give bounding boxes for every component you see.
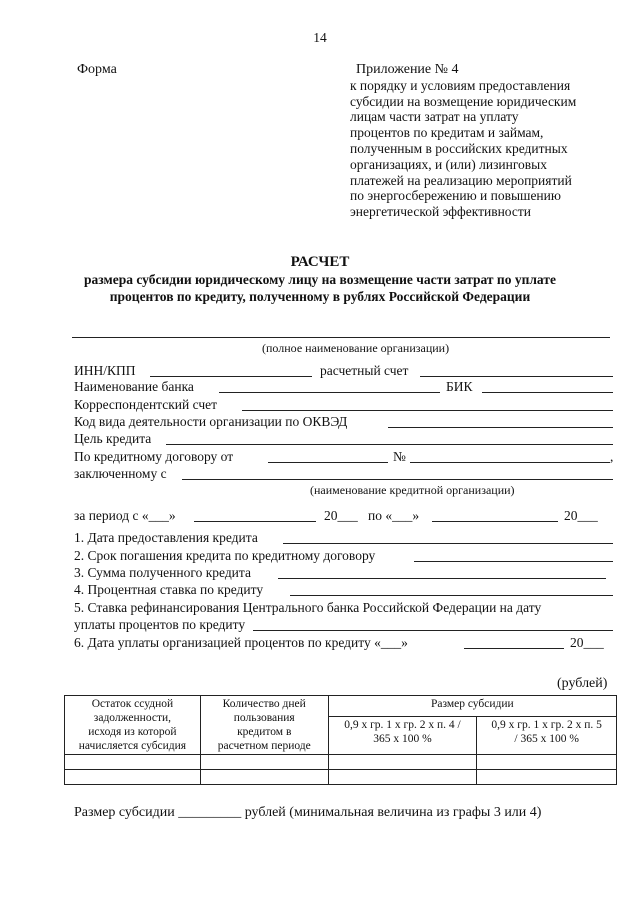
item-4-field[interactable] [290, 595, 613, 596]
item-5-label-cont: уплаты процентов по кредиту [74, 617, 246, 632]
appendix-line: организациях, и (или) лизинговых [350, 156, 548, 172]
credit-org-field[interactable] [182, 479, 613, 480]
period-from-month-field[interactable] [194, 521, 316, 522]
table-row [65, 755, 617, 770]
item-1-label: 1. Дата предоставления кредита [74, 530, 258, 545]
table-cell[interactable] [328, 755, 477, 770]
number-sign: № [393, 449, 406, 464]
org-name-line[interactable] [72, 337, 610, 338]
corr-account-label: Корреспондентский счет [74, 397, 218, 412]
table-cell[interactable] [200, 755, 328, 770]
comma: , [610, 449, 614, 464]
table-header-row [65, 696, 617, 717]
agreement-date-field[interactable] [268, 462, 388, 463]
item-3-label: 3. Сумма полученного кредита [74, 565, 251, 580]
subsidy-size-field[interactable]: _________ [178, 805, 242, 820]
item-6-label: 6. Дата уплаты организацией процентов по кредиту «___» [74, 635, 408, 650]
inn-kpp-label: ИНН/КПП [74, 363, 136, 378]
org-name-caption: (полное наименование организации) [262, 341, 450, 355]
document-subtitle-line-1: размера субсидии юридическому лицу на возмещение части затрат по уплате [84, 272, 556, 287]
document-subtitle-line-2: процентов по кредиту, полученному в рублях Российской Федерации [109, 289, 531, 304]
form-label: Форма [77, 62, 117, 77]
item-3-field[interactable] [278, 578, 606, 579]
appendix-title: Приложение № 4 [356, 62, 459, 77]
item-2-field[interactable] [414, 561, 613, 562]
page-number: 14 [313, 30, 327, 45]
period-to-month-field[interactable] [432, 521, 558, 522]
item-5-field[interactable] [253, 630, 613, 631]
table-cell[interactable] [328, 770, 477, 785]
period-to-label: по «___» [368, 508, 420, 523]
item-1-field[interactable] [283, 543, 613, 544]
bank-name-label: Наименование банка [74, 379, 194, 394]
col-2-header: Количество дней пользования кредитом в расчетном периоде [200, 696, 328, 755]
appendix-line: по энергосбережению и повышению [350, 188, 561, 204]
appendix-line: к порядку и условиям предоставления [350, 77, 571, 93]
appendix-line: процентов по кредитам и займам, [350, 125, 544, 141]
appendix-line: платежей на реализацию мероприятий [350, 172, 572, 188]
item-4-label: 4. Процентная ставка по кредиту [74, 582, 264, 597]
appendix-line: субсидии на возмещение юридическим [350, 93, 577, 109]
subsidy-size-note: рублей (минимальная величина из графы 3 или 4) [244, 805, 542, 820]
item-5-label: 5. Ставка рефинансирования Центрального банка Российской Федерации на дату [74, 600, 542, 615]
concluded-with-label: заключенному с [74, 466, 167, 481]
col-1-header: Остаток ссудной задолженности, исходя из которой начисляется субсидия [65, 696, 201, 755]
subsidy-group-header: Размер субсидии [328, 696, 616, 717]
table-cell[interactable] [477, 770, 617, 785]
document-title: РАСЧЕТ [290, 254, 350, 270]
period-from-year: 20___ [324, 508, 358, 523]
corr-account-field[interactable] [242, 410, 613, 411]
okved-field[interactable] [388, 427, 613, 428]
agreement-label: По кредитному договору от [74, 449, 234, 464]
table-cell[interactable] [477, 755, 617, 770]
col-3-header: 0,9 х гр. 1 х гр. 2 х п. 4 / 365 х 100 % [328, 716, 477, 754]
account-label: расчетный счет [320, 363, 409, 378]
table-cell[interactable] [200, 770, 328, 785]
appendix-line: полученным в российских кредитных [350, 140, 568, 156]
table-cell[interactable] [65, 755, 201, 770]
item-2-label: 2. Срок погашения кредита по кредитному договору [74, 548, 376, 563]
bik-field[interactable] [482, 392, 613, 393]
credit-org-caption: (наименование кредитной организации) [310, 483, 515, 497]
subsidy-table [64, 695, 617, 785]
okved-label: Код вида деятельности организации по ОКВЭД [74, 414, 348, 429]
account-field[interactable] [420, 376, 613, 377]
subsidy-size-label: Размер субсидии [74, 805, 175, 820]
appendix-line: лицам части затрат на уплату [350, 109, 519, 125]
appendix-line: энергетической эффективности [350, 204, 531, 220]
item-6-field[interactable] [464, 648, 564, 649]
purpose-field[interactable] [166, 444, 613, 445]
bank-name-field[interactable] [219, 392, 440, 393]
currency-note: (рублей) [557, 676, 608, 691]
purpose-label: Цель кредита [74, 431, 152, 446]
period-from-label: за период с «___» [74, 508, 176, 523]
table-row [65, 770, 617, 785]
period-to-year: 20___ [564, 508, 598, 523]
item-6-year: 20___ [570, 635, 604, 650]
inn-kpp-field[interactable] [150, 376, 312, 377]
agreement-number-field[interactable] [410, 462, 610, 463]
appendix-block [350, 62, 620, 220]
bik-label: БИК [446, 379, 473, 394]
table-cell[interactable] [65, 770, 201, 785]
col-4-header: 0,9 х гр. 1 х гр. 2 х п. 5 / 365 х 100 % [477, 716, 617, 754]
subsidy-size-line [74, 805, 541, 821]
